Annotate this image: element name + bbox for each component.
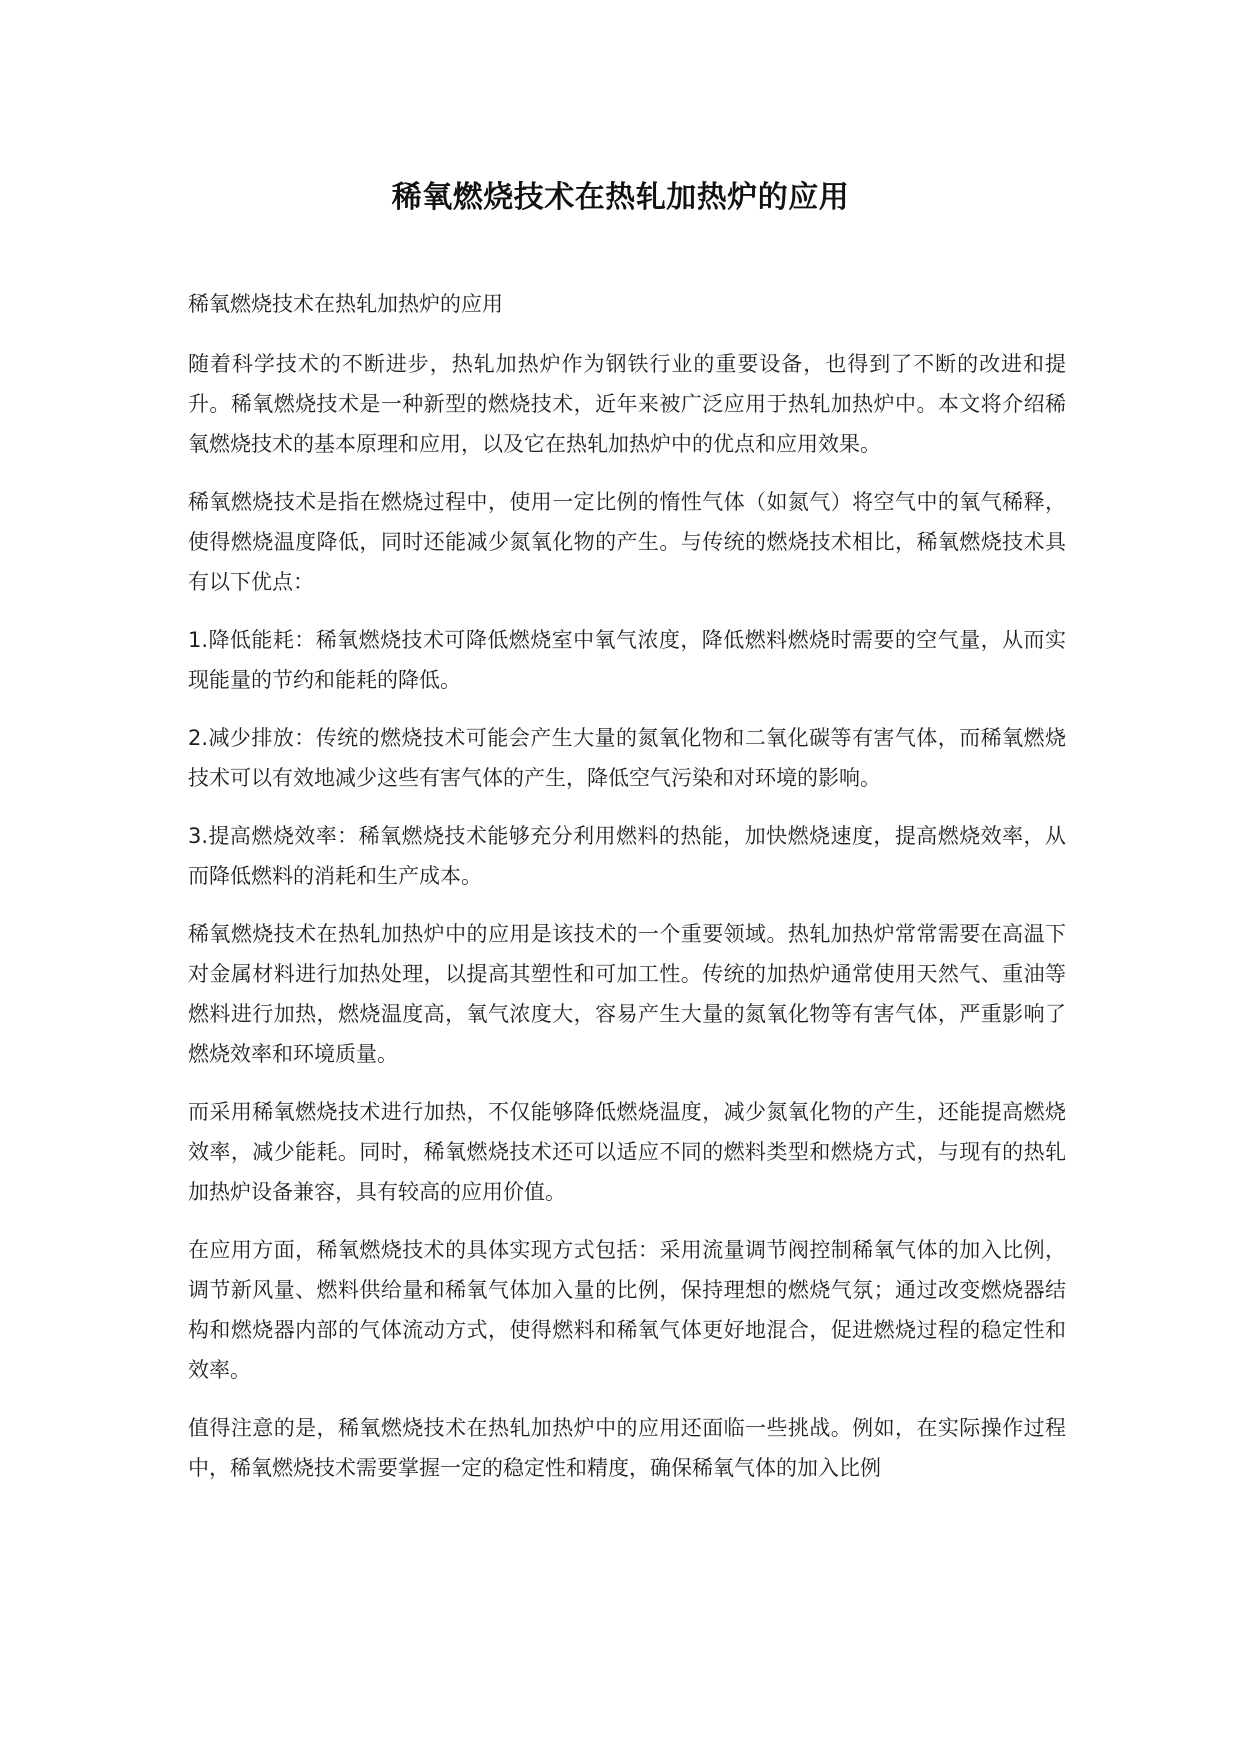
document-title: 稀氧燃烧技术在热轧加热炉的应用: [391, 180, 850, 215]
benefit-paragraph: 而采用稀氧燃烧技术进行加热，不仅能够降低燃烧温度，减少氮氧化物的产生，还能提高燃烧效率，减少能耗。同时，稀氧燃烧技术还可以适应不同的燃料类型和燃烧方式，与现有的热轧加热炉设备兼容，具有较高的应用价值。: [188, 1100, 1066, 1204]
advantage-item-2: 2.减少排放：传统的燃烧技术可能会产生大量的氮氧化物和二氧化碳等有害气体，而稀氧燃烧技术可以有效地减少这些有害气体的产生，降低空气污染和对环境的影响。: [188, 726, 1066, 790]
application-paragraph: 稀氧燃烧技术在热轧加热炉中的应用是该技术的一个重要领域。热轧加热炉常常需要在高温下对金属材料进行加热处理，以提高其塑性和可加工性。传统的加热炉通常使用天然气、重油等燃料进行加热，燃烧温度高，氧气浓度大，容易产生大量的氮氧化物等有害气体，严重影响了燃烧效率和环境质量。: [188, 922, 1066, 1066]
advantage-item-3: 3.提高燃烧效率：稀氧燃烧技术能够充分利用燃料的热能，加快燃烧速度，提高燃烧效率，从而降低燃料的消耗和生产成本。: [188, 824, 1066, 888]
advantage-item-1: 1.降低能耗：稀氧燃烧技术可降低燃烧室中氧气浓度，降低燃料燃烧时需要的空气量，从而实现能量的节约和能耗的降低。: [188, 628, 1066, 692]
document-body: [188, 284, 1066, 1506]
definition-paragraph: 稀氧燃烧技术是指在燃烧过程中，使用一定比例的惰性气体（如氮气）将空气中的氧气稀释，使得燃烧温度降低，同时还能减少氮氧化物的产生。与传统的燃烧技术相比，稀氧燃烧技术具有以下优点：: [188, 490, 1066, 594]
implementation-paragraph: 在应用方面，稀氧燃烧技术的具体实现方式包括：采用流量调节阀控制稀氧气体的加入比例，调节新风量、燃料供给量和稀氧气体加入量的比例，保持理想的燃烧气氛；通过改变燃烧器结构和燃烧器内部的气体流动方式，使得燃料和稀氧气体更好地混合，促进燃烧过程的稳定性和效率。: [188, 1238, 1066, 1382]
challenge-paragraph: 值得注意的是，稀氧燃烧技术在热轧加热炉中的应用还面临一些挑战。例如，在实际操作过程中，稀氧燃烧技术需要掌握一定的稳定性和精度，确保稀氧气体的加入比例: [188, 1416, 1066, 1480]
subtitle-paragraph: 稀氧燃烧技术在热轧加热炉的应用: [188, 292, 503, 316]
intro-paragraph: 随着科学技术的不断进步，热轧加热炉作为钢铁行业的重要设备，也得到了不断的改进和提升。稀氧燃烧技术是一种新型的燃烧技术，近年来被广泛应用于热轧加热炉中。本文将介绍稀氧燃烧技术的基本原理和应用，以及它在热轧加热炉中的优点和应用效果。: [188, 352, 1066, 456]
